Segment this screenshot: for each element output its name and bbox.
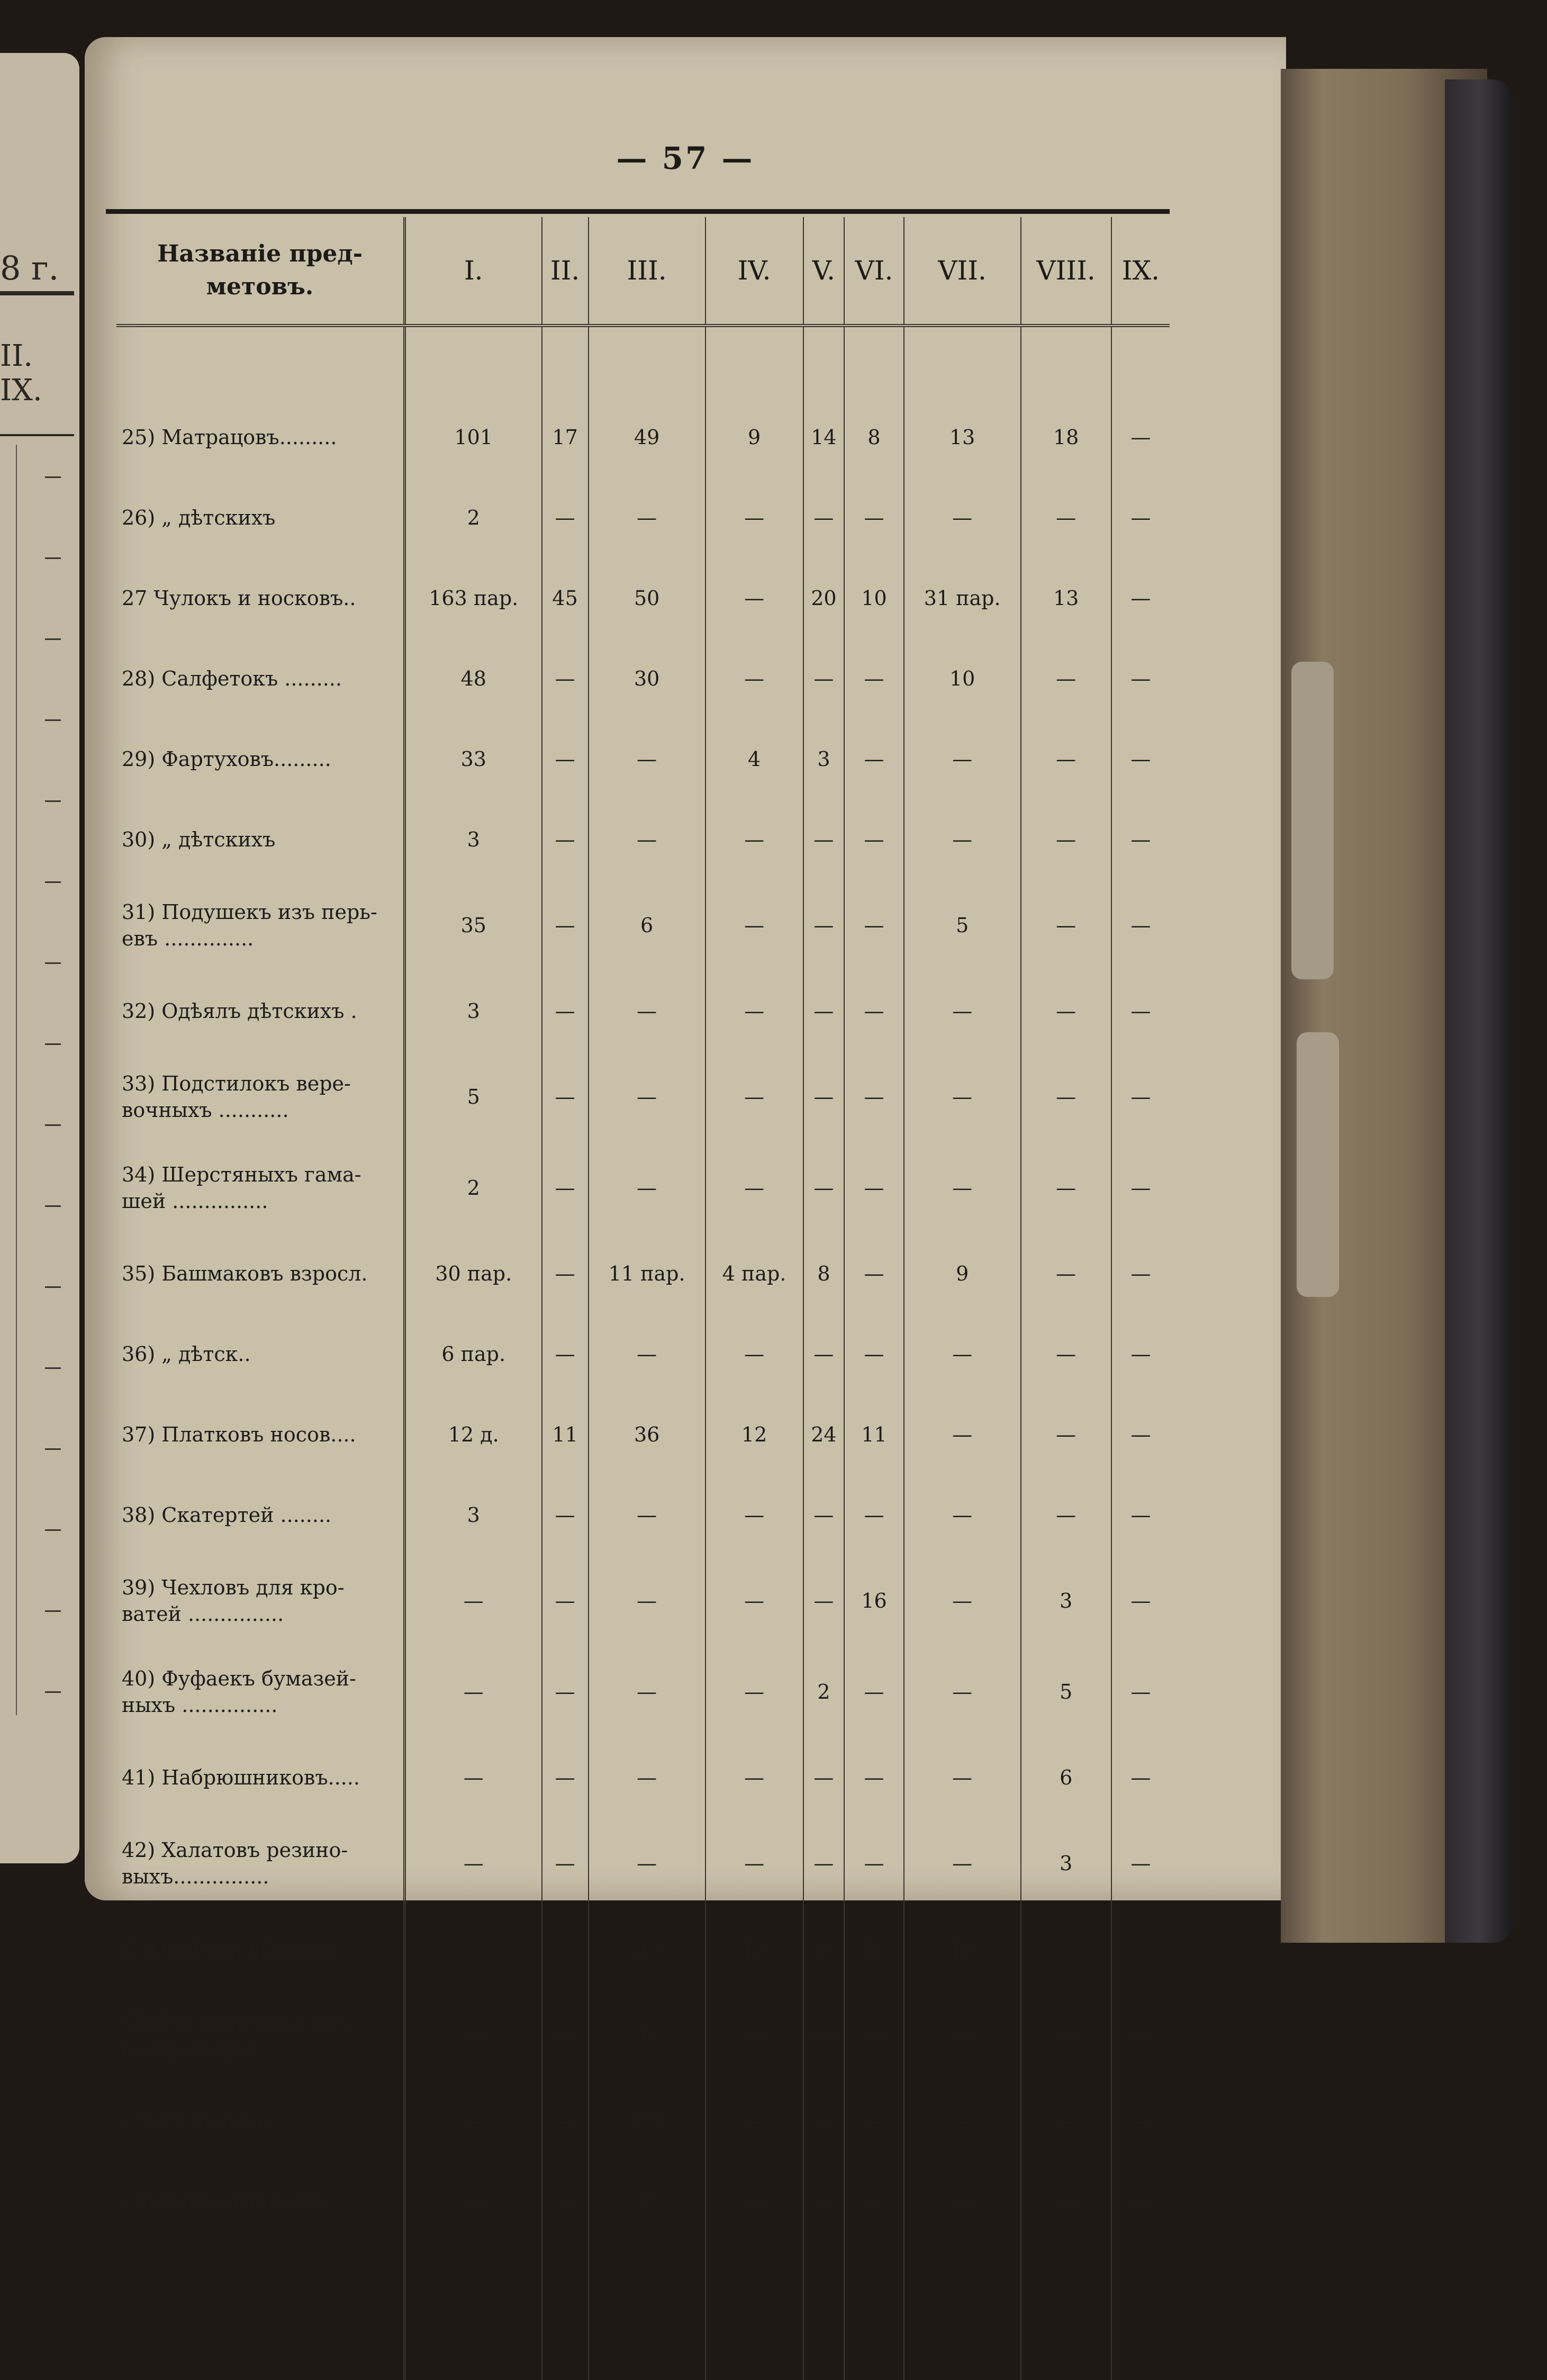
- value-cell: 30: [589, 638, 705, 719]
- item-name-cell: 41) Набрюшниковъ.....: [122, 1766, 360, 1789]
- value-cell: —: [803, 477, 845, 558]
- value-cell: —: [904, 1314, 1021, 1394]
- value-cell: —: [844, 1737, 903, 1818]
- value-cell: —: [904, 1394, 1021, 1475]
- page-tab: [1297, 1032, 1339, 1297]
- value-cell: 20: [803, 558, 845, 638]
- value-cell: —: [705, 638, 803, 719]
- value-cell: 13: [1021, 558, 1111, 638]
- value-cell: —: [542, 880, 589, 971]
- page-tab: [1291, 662, 1334, 979]
- value-cell: —: [844, 2080, 903, 2161]
- value-cell: 45: [542, 558, 589, 638]
- value-cell: —: [1021, 880, 1111, 971]
- value-cell: —: [589, 719, 705, 799]
- column-header-name: Названіе пред- метовъ.: [116, 217, 405, 326]
- table-row: [116, 971, 1170, 1051]
- value-cell: —: [589, 1555, 705, 1646]
- item-name-cell: 40) Фуфаекъ бумазей- ныхъ ...............: [122, 1667, 356, 1717]
- value-cell: 49: [589, 397, 705, 477]
- value-cell: —: [1021, 2080, 1111, 2161]
- value-cell: —: [705, 1051, 803, 1142]
- value-cell: —: [1111, 1314, 1170, 1394]
- value-cell: 9: [705, 397, 803, 477]
- value-cell: —: [542, 1233, 589, 1314]
- value-cell: —: [542, 1989, 589, 2080]
- value-cell: —: [803, 638, 845, 719]
- left-page-headers: [0, 339, 79, 408]
- value-cell: 36: [589, 1394, 705, 1475]
- value-cell: —: [803, 2080, 845, 2161]
- item-name-cell: 28) Салфетокъ .........: [122, 667, 342, 690]
- column-header-ii: II.: [542, 217, 589, 326]
- value-cell: —: [1111, 799, 1170, 880]
- item-name-cell: 26) „ дѣтскихъ: [122, 506, 276, 529]
- table-row: [116, 1475, 1170, 1555]
- value-cell: —: [589, 1818, 705, 1909]
- value-cell: 10: [844, 558, 903, 638]
- value-cell: —: [904, 2161, 1021, 2241]
- value-cell: 3: [803, 719, 845, 799]
- value-cell: —: [705, 1818, 803, 1909]
- table-row: [116, 638, 1170, 719]
- value-cell: 6 пар.: [405, 1314, 542, 1394]
- value-cell: —: [803, 1142, 845, 1233]
- value-cell: 8: [803, 1233, 845, 1314]
- item-name-cell: 42) Халатовъ резино- выхъ...............: [122, 1838, 348, 1888]
- value-cell: 11: [542, 1394, 589, 1475]
- value-cell: —: [803, 799, 845, 880]
- value-cell: —: [542, 1475, 589, 1555]
- table-body: [116, 326, 1170, 2380]
- page-number: — 57 —: [616, 140, 755, 176]
- item-name-cell: 36) „ дѣтск..: [122, 1342, 251, 1366]
- value-cell: —: [1021, 2161, 1111, 2241]
- value-cell: 5: [904, 880, 1021, 971]
- value-cell: —: [904, 719, 1021, 799]
- item-name-cell: 29) Фартуховъ.........: [122, 747, 331, 771]
- value-cell: —: [589, 799, 705, 880]
- value-cell: 12: [705, 1909, 803, 1989]
- value-cell: 8: [844, 397, 903, 477]
- value-cell: —: [705, 1142, 803, 1233]
- value-cell: —: [844, 1818, 903, 1909]
- table-row: [116, 1646, 1170, 1737]
- value-cell: —: [1111, 1818, 1170, 1909]
- value-cell: 29: [589, 1909, 705, 1989]
- value-cell: 10: [904, 638, 1021, 719]
- value-cell: 50: [589, 558, 705, 638]
- value-cell: —: [904, 1646, 1021, 1737]
- item-name-cell: 37) Платковъ носов....: [122, 1423, 356, 1446]
- table-row: [116, 1737, 1170, 1818]
- value-cell: 11 пар.: [589, 1233, 705, 1314]
- column-header-v: V.: [803, 217, 845, 326]
- value-cell: 3: [405, 971, 542, 1051]
- table-row: [116, 477, 1170, 558]
- value-cell: —: [904, 477, 1021, 558]
- value-cell: —: [542, 477, 589, 558]
- value-cell: 163 пар.: [405, 558, 542, 638]
- value-cell: —: [803, 1555, 845, 1646]
- value-cell: —: [705, 1314, 803, 1394]
- value-cell: —: [705, 558, 803, 638]
- left-page-header-ix: IX.: [0, 373, 42, 408]
- value-cell: —: [589, 1314, 705, 1394]
- table-row: [116, 1142, 1170, 1233]
- value-cell: —: [1111, 880, 1170, 971]
- value-cell: —: [405, 1909, 542, 1989]
- value-cell: —: [542, 719, 589, 799]
- table-header-row: [116, 217, 1170, 326]
- item-name-cell: 27 Чулокъ и носковъ..: [122, 587, 356, 610]
- value-cell: 18: [1021, 397, 1111, 477]
- value-cell: 12: [705, 1394, 803, 1475]
- value-cell: 33: [405, 719, 542, 799]
- value-cell: 30 пар.: [405, 1233, 542, 1314]
- value-cell: —: [705, 799, 803, 880]
- item-name-cell: 44) Распашенокъ для новорожден........: [122, 2010, 350, 2060]
- value-cell: —: [803, 1051, 845, 1142]
- value-cell: —: [904, 971, 1021, 1051]
- value-cell: —: [844, 638, 903, 719]
- value-cell: —: [803, 1989, 845, 2080]
- value-cell: —: [1111, 558, 1170, 638]
- value-cell: 18: [589, 2080, 705, 2161]
- value-cell: —: [1021, 1314, 1111, 1394]
- value-cell: —: [844, 1314, 903, 1394]
- value-cell: —: [803, 1475, 845, 1555]
- value-cell: —: [1021, 1142, 1111, 1233]
- column-header-viii: VIII.: [1021, 217, 1111, 326]
- left-page-header-ii: II.: [0, 339, 33, 373]
- value-cell: 2: [405, 1142, 542, 1233]
- value-cell: 11: [844, 1394, 903, 1475]
- value-cell: —: [405, 1737, 542, 1818]
- table-row: [116, 1051, 1170, 1142]
- value-cell: —: [705, 2080, 803, 2161]
- value-cell: —: [1021, 1233, 1111, 1314]
- value-cell: —: [542, 1737, 589, 1818]
- column-header-i: I.: [405, 217, 542, 326]
- column-header-vi: VI.: [844, 217, 903, 326]
- value-cell: —: [705, 2161, 803, 2241]
- value-cell: —: [589, 1646, 705, 1737]
- value-cell: —: [803, 1314, 845, 1394]
- value-cell: —: [1111, 1909, 1170, 1989]
- value-cell: 8: [844, 1909, 903, 1989]
- value-cell: —: [844, 477, 903, 558]
- table-row: [116, 799, 1170, 880]
- value-cell: —: [589, 1475, 705, 1555]
- value-cell: —: [1021, 1909, 1111, 1989]
- value-cell: —: [803, 1737, 845, 1818]
- item-name-cell: 35) Башмаковъ взросл.: [122, 1262, 368, 1285]
- value-cell: 17: [542, 397, 589, 477]
- value-cell: —: [844, 2161, 903, 2241]
- value-cell: —: [904, 1818, 1021, 1909]
- value-cell: —: [1021, 971, 1111, 1051]
- column-header-iii: III.: [589, 217, 705, 326]
- value-cell: —: [1111, 1989, 1170, 2080]
- value-cell: —: [844, 1475, 903, 1555]
- value-cell: —: [1111, 1233, 1170, 1314]
- item-name-cell: 43) Одѣялъ лѣтнихъ...: [122, 1937, 354, 1961]
- value-cell: —: [1111, 1394, 1170, 1475]
- value-cell: —: [844, 1051, 903, 1142]
- value-cell: —: [844, 1233, 903, 1314]
- value-cell: —: [803, 2161, 845, 2241]
- value-cell: —: [589, 477, 705, 558]
- table-row: [116, 1555, 1170, 1646]
- value-cell: —: [705, 1737, 803, 1818]
- value-cell: 6: [1021, 1737, 1111, 1818]
- value-cell: —: [844, 1646, 903, 1737]
- value-cell: —: [705, 880, 803, 971]
- value-cell: —: [589, 1051, 705, 1142]
- value-cell: —: [1111, 1142, 1170, 1233]
- table-spacer-row: [116, 326, 1170, 397]
- value-cell: —: [844, 971, 903, 1051]
- value-cell: —: [542, 1909, 589, 1989]
- item-name-cell: 38) Скатертей ........: [122, 1503, 332, 1527]
- table-row: [116, 880, 1170, 971]
- value-cell: 3: [1021, 1818, 1111, 1909]
- value-cell: 101: [405, 397, 542, 477]
- table-row: [116, 1989, 1170, 2080]
- value-cell: —: [1111, 397, 1170, 477]
- table-row: [116, 719, 1170, 799]
- left-page-rule: [0, 291, 74, 295]
- value-cell: —: [1021, 477, 1111, 558]
- value-cell: 3: [405, 1475, 542, 1555]
- value-cell: —: [1111, 2161, 1170, 2241]
- value-cell: —: [844, 1989, 903, 2080]
- value-cell: —: [844, 1142, 903, 1233]
- table-row: [116, 2161, 1170, 2241]
- value-cell: —: [1111, 1051, 1170, 1142]
- item-name-cell: 32) Одѣялъ дѣтскихъ .: [122, 999, 357, 1023]
- value-cell: 2: [803, 1646, 845, 1737]
- column-header-vii: VII.: [904, 217, 1021, 326]
- column-header-iv: IV.: [705, 217, 803, 326]
- table-row: [116, 1314, 1170, 1394]
- column-header-ix: IX.: [1111, 217, 1170, 326]
- item-name-cell: 30) „ дѣтскихъ: [122, 828, 276, 851]
- value-cell: —: [705, 1989, 803, 2080]
- value-cell: —: [405, 2161, 542, 2241]
- table-tail-row: [116, 2241, 1170, 2380]
- table-row: [116, 1909, 1170, 1989]
- value-cell: 3: [1021, 1555, 1111, 1646]
- value-cell: —: [405, 1646, 542, 1737]
- header-rule: [106, 209, 1170, 214]
- value-cell: —: [844, 719, 903, 799]
- value-cell: —: [405, 1555, 542, 1646]
- table-row: [116, 397, 1170, 477]
- value-cell: —: [904, 799, 1021, 880]
- left-page-year: 8 г.: [0, 249, 59, 287]
- value-cell: —: [1111, 2080, 1170, 2161]
- value-cell: —: [844, 799, 903, 880]
- value-cell: —: [1021, 799, 1111, 880]
- table-row: [116, 1818, 1170, 1909]
- value-cell: —: [542, 1555, 589, 1646]
- value-cell: —: [1021, 1051, 1111, 1142]
- value-cell: —: [1021, 1475, 1111, 1555]
- value-cell: 16: [844, 1555, 903, 1646]
- table-row: [116, 558, 1170, 638]
- value-cell: —: [589, 971, 705, 1051]
- value-cell: —: [803, 880, 845, 971]
- value-cell: 3: [405, 799, 542, 880]
- left-page-column-line: [16, 445, 17, 1715]
- value-cell: —: [589, 1142, 705, 1233]
- item-name-cell: 45) Пеленокъ .........: [122, 2109, 331, 2132]
- table-row: [116, 1233, 1170, 1314]
- value-cell: —: [542, 2161, 589, 2241]
- value-cell: —: [405, 1989, 542, 2080]
- value-cell: —: [705, 1555, 803, 1646]
- book-page: [85, 37, 1286, 2213]
- value-cell: —: [904, 1142, 1021, 1233]
- item-name-cell: 31) Подушекъ изъ перь- евъ ..............: [122, 900, 377, 950]
- left-page-rule: [0, 434, 74, 436]
- value-cell: —: [803, 971, 845, 1051]
- value-cell: —: [542, 1314, 589, 1394]
- value-cell: —: [1111, 477, 1170, 558]
- value-cell: 24: [803, 1394, 845, 1475]
- value-cell: 6: [589, 1989, 705, 2080]
- value-cell: —: [1021, 1394, 1111, 1475]
- value-cell: —: [542, 638, 589, 719]
- value-cell: —: [1111, 638, 1170, 719]
- value-cell: 13: [904, 397, 1021, 477]
- value-cell: —: [542, 1051, 589, 1142]
- value-cell: —: [1021, 638, 1111, 719]
- value-cell: —: [844, 880, 903, 971]
- value-cell: —: [904, 1051, 1021, 1142]
- value-cell: —: [1021, 719, 1111, 799]
- value-cell: 2: [405, 477, 542, 558]
- value-cell: —: [542, 1142, 589, 1233]
- value-cell: —: [542, 1818, 589, 1909]
- value-cell: —: [589, 1737, 705, 1818]
- left-page-edge: [0, 53, 79, 1863]
- table-row: [116, 1394, 1170, 1475]
- value-cell: —: [405, 2080, 542, 2161]
- value-cell: —: [542, 971, 589, 1051]
- item-name-cell: 25) Матрацовъ.........: [122, 426, 337, 449]
- book-cover-edge: [1445, 79, 1514, 1943]
- table-row: [116, 2080, 1170, 2161]
- value-cell: 4: [589, 2161, 705, 2241]
- value-cell: —: [904, 1989, 1021, 2080]
- value-cell: 35: [405, 880, 542, 971]
- value-cell: —: [803, 1818, 845, 1909]
- value-cell: —: [1111, 971, 1170, 1051]
- value-cell: —: [1021, 1989, 1111, 2080]
- value-cell: —: [705, 1475, 803, 1555]
- value-cell: 31 пар.: [904, 558, 1021, 638]
- items-table: [116, 217, 1170, 2380]
- item-name-cell: 34) Шерстяныхъ гама- шей ...............: [122, 1163, 361, 1213]
- value-cell: 9: [904, 1233, 1021, 1314]
- value-cell: —: [1111, 1555, 1170, 1646]
- value-cell: 18: [904, 1909, 1021, 1989]
- value-cell: —: [904, 1555, 1021, 1646]
- value-cell: —: [705, 477, 803, 558]
- value-cell: 8: [803, 1909, 845, 1989]
- value-cell: 6: [589, 880, 705, 971]
- value-cell: 4: [705, 719, 803, 799]
- value-cell: 5: [405, 1051, 542, 1142]
- value-cell: —: [705, 1646, 803, 1737]
- value-cell: —: [1111, 1475, 1170, 1555]
- value-cell: 5: [1021, 1646, 1111, 1737]
- value-cell: 14: [803, 397, 845, 477]
- value-cell: —: [542, 1646, 589, 1737]
- value-cell: —: [705, 971, 803, 1051]
- value-cell: —: [1111, 1737, 1170, 1818]
- value-cell: —: [904, 1475, 1021, 1555]
- value-cell: —: [542, 2080, 589, 2161]
- value-cell: —: [904, 2080, 1021, 2161]
- value-cell: 12 д.: [405, 1394, 542, 1475]
- value-cell: —: [405, 1818, 542, 1909]
- item-name-cell: 33) Подстилокъ вере- вочныхъ ...........: [122, 1072, 351, 1122]
- value-cell: —: [542, 799, 589, 880]
- value-cell: 48: [405, 638, 542, 719]
- value-cell: —: [904, 1737, 1021, 1818]
- left-page-dashes: [45, 476, 61, 1772]
- value-cell: —: [1111, 719, 1170, 799]
- value-cell: 4 пар.: [705, 1233, 803, 1314]
- item-name-cell: 46) Свивальниковъ.....: [122, 2189, 357, 2213]
- item-name-cell: 39) Чехловъ для кро- ватей ...............: [122, 1576, 345, 1626]
- value-cell: —: [1111, 1646, 1170, 1737]
